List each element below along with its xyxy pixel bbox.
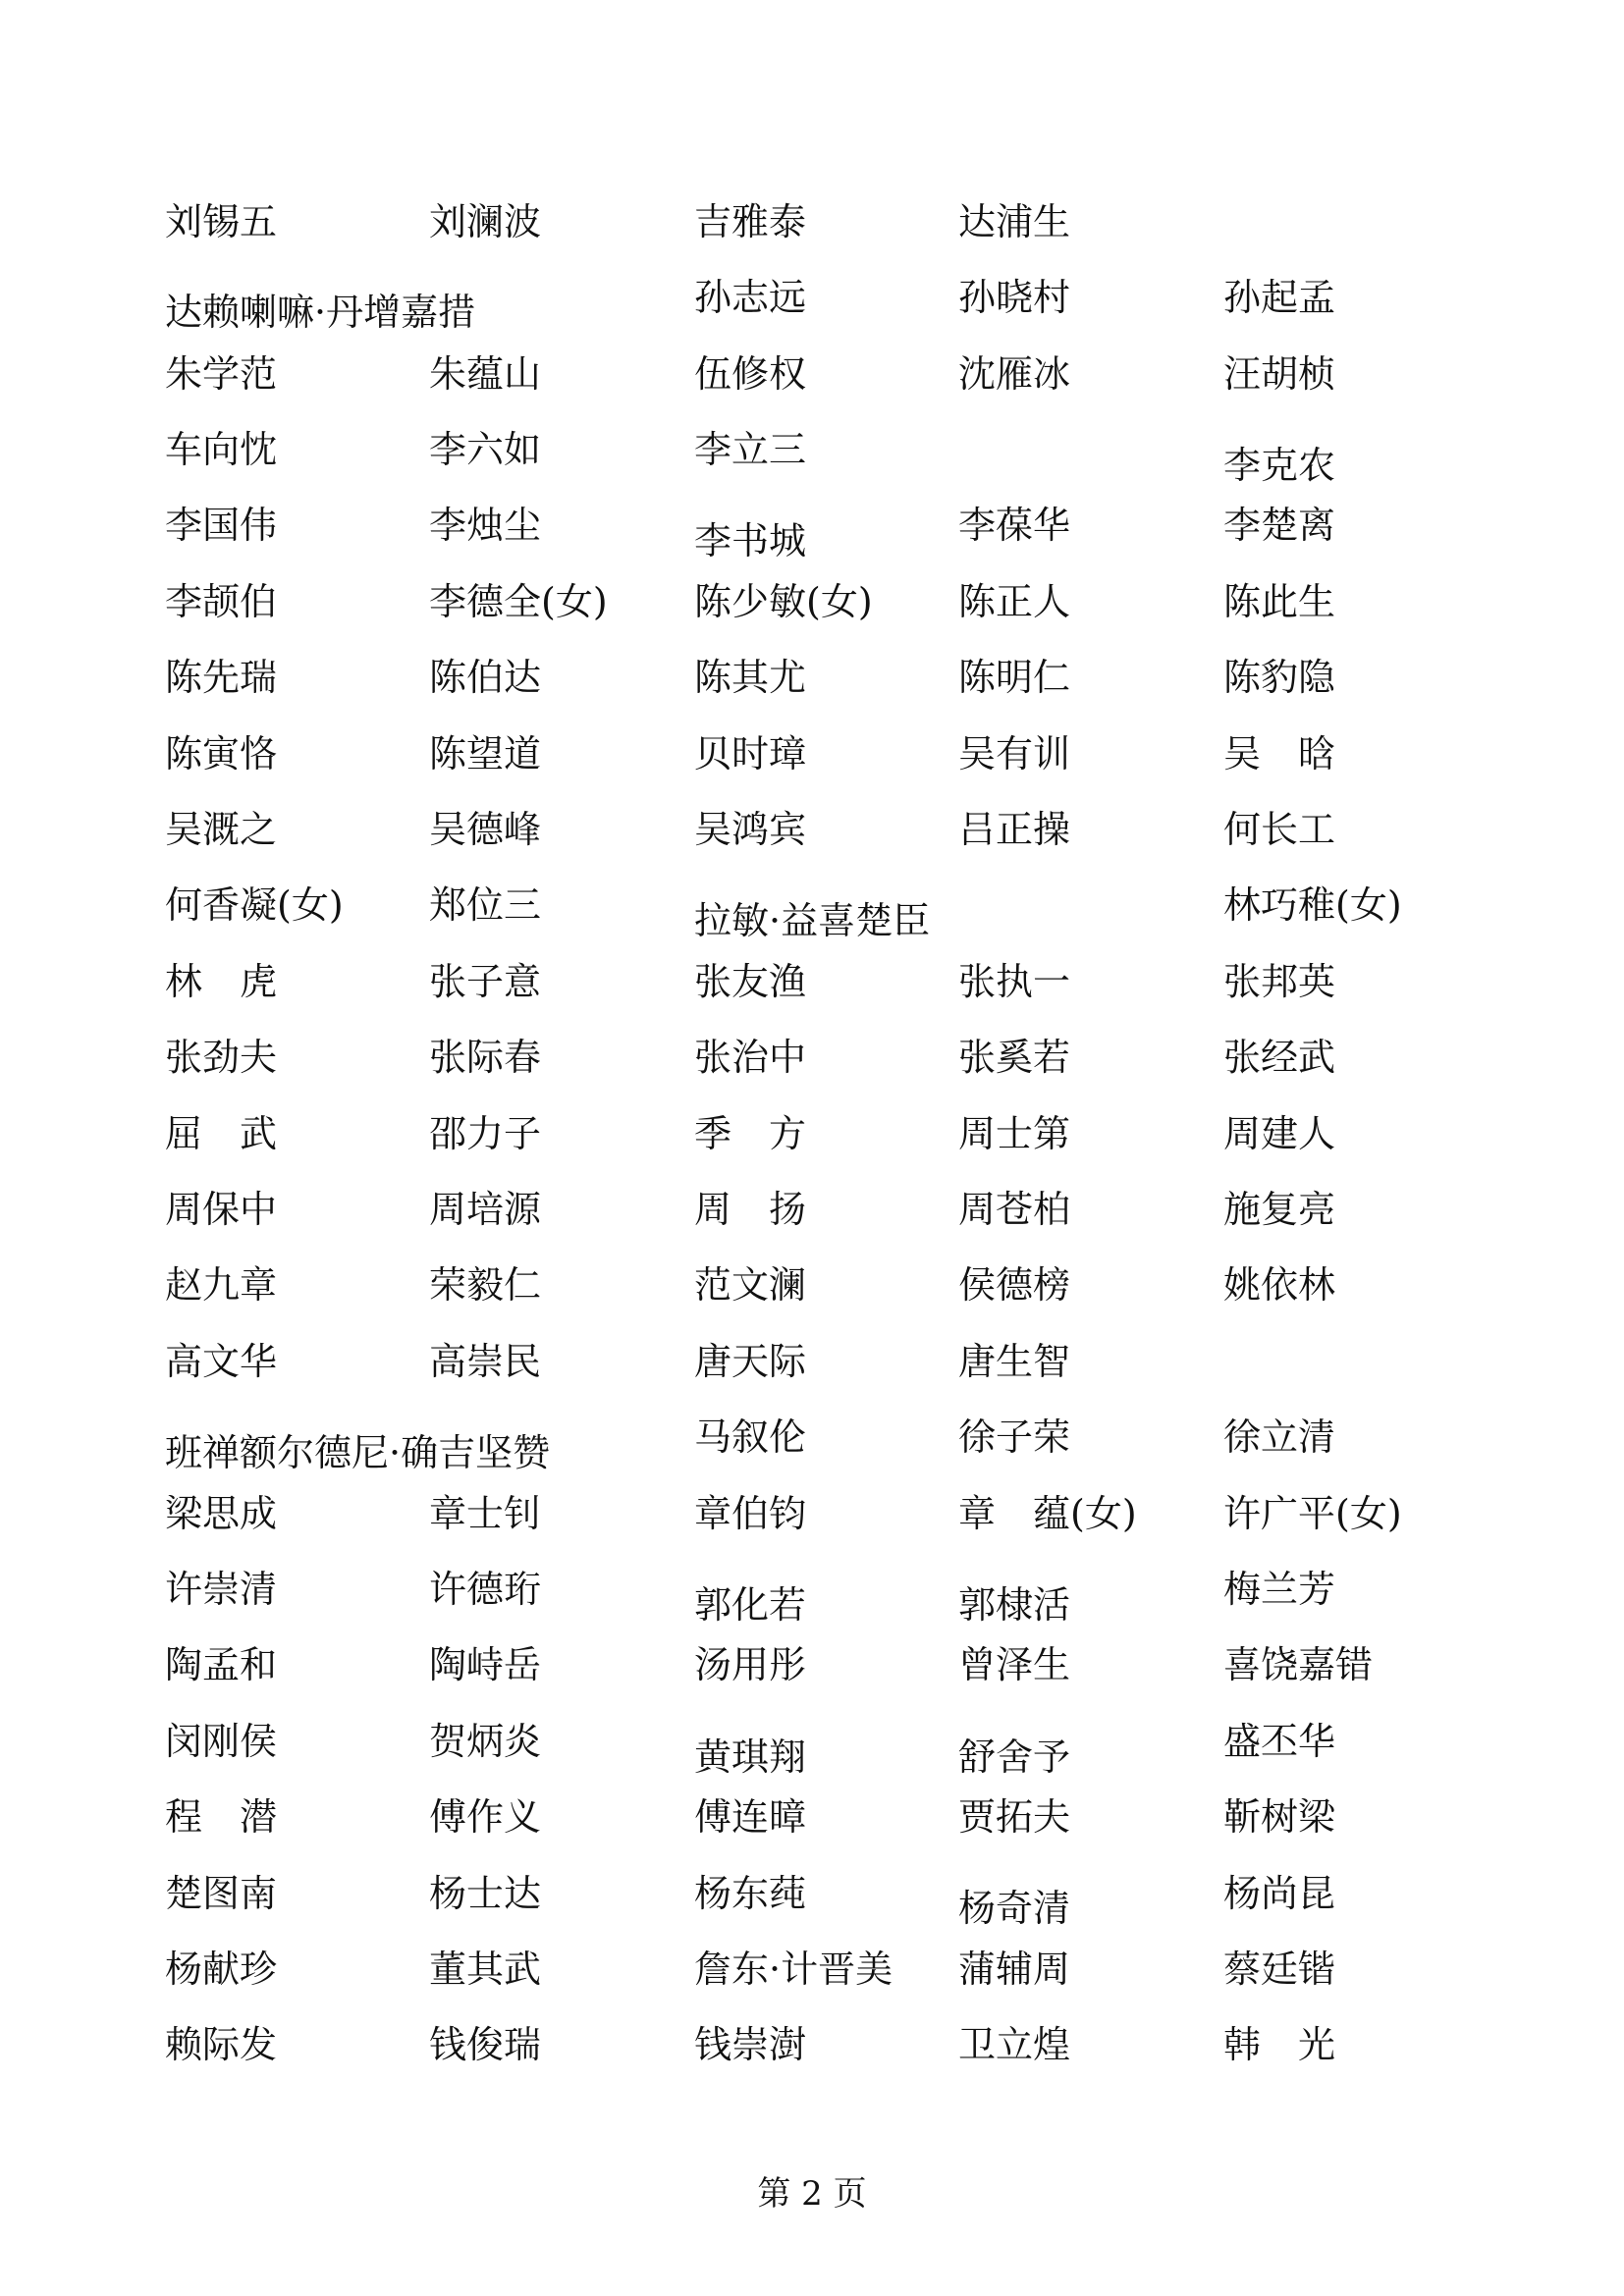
- name-entry: 傅连暲: [694, 1795, 807, 1839]
- name-entry: 吴溉之: [165, 808, 278, 851]
- name-entry: 董其武: [429, 1948, 542, 1991]
- name-entry: 李楚离: [1223, 504, 1336, 547]
- name-entry: 张执一: [958, 960, 1071, 1003]
- name-entry: 钱俊瑞: [429, 2023, 542, 2066]
- name-entry: 蒲辅周: [958, 1948, 1071, 1991]
- name-entry: 黄琪翔: [694, 1735, 807, 1779]
- name-entry: 张子意: [429, 960, 542, 1003]
- name-entry: 邵力子: [429, 1112, 542, 1155]
- name-entry: 赖际发: [165, 2023, 278, 2066]
- name-entry: 林巧稚(女): [1223, 883, 1402, 927]
- name-entry: 陈豹隐: [1223, 656, 1336, 699]
- name-entry: 吴德峰: [429, 808, 542, 851]
- name-entry: 陈其尤: [694, 656, 807, 699]
- name-entry: 李葆华: [958, 504, 1071, 547]
- name-entry: 李克农: [1223, 444, 1336, 487]
- name-entry: 沈雁冰: [958, 352, 1071, 396]
- name-entry: 季 方: [694, 1112, 807, 1155]
- name-entry: 孙晓村: [958, 276, 1071, 319]
- name-entry: 施复亮: [1223, 1188, 1336, 1231]
- name-entry: 徐子荣: [958, 1415, 1071, 1459]
- name-entry: 周建人: [1223, 1112, 1336, 1155]
- name-entry: 喜饶嘉错: [1223, 1643, 1374, 1686]
- name-entry: 达浦生: [958, 200, 1071, 243]
- name-entry: 李德全(女): [429, 580, 608, 623]
- name-entry: 屈 武: [165, 1112, 278, 1155]
- name-entry: 吕正操: [958, 808, 1071, 851]
- name-entry: 高文华: [165, 1340, 278, 1383]
- name-entry: 陈寅恪: [165, 732, 278, 775]
- name-entry: 赵九章: [165, 1263, 278, 1307]
- name-entry: 周 扬: [694, 1188, 807, 1231]
- name-entry: 范文澜: [694, 1263, 807, 1307]
- name-entry: 张奚若: [958, 1036, 1071, 1079]
- name-entry: 梅兰芳: [1223, 1568, 1336, 1611]
- name-entry: 蔡廷锴: [1223, 1948, 1336, 1991]
- name-entry: 张友渔: [694, 960, 807, 1003]
- name-entry: 张际春: [429, 1036, 542, 1079]
- name-entry: 陶峙岳: [429, 1643, 542, 1686]
- name-entry: 朱学范: [165, 352, 278, 396]
- name-entry: 杨东莼: [694, 1872, 807, 1915]
- name-entry: 陈少敏(女): [694, 580, 873, 623]
- name-entry: 孙志远: [694, 276, 807, 319]
- name-entry: 荣毅仁: [429, 1263, 542, 1307]
- name-entry: 李立三: [694, 428, 807, 471]
- name-entry: 吴 晗: [1223, 732, 1336, 775]
- name-entry: 陈伯达: [429, 656, 542, 699]
- name-entry: 杨士达: [429, 1872, 542, 1915]
- page-number: 第 2 页: [757, 2174, 867, 2214]
- name-entry: 唐生智: [958, 1340, 1071, 1383]
- name-entry: 周士第: [958, 1112, 1071, 1155]
- name-entry: 盛丕华: [1223, 1720, 1336, 1763]
- name-entry: 许德珩: [429, 1568, 542, 1611]
- name-entry: 郭化若: [694, 1583, 807, 1627]
- name-entry: 吴有训: [958, 732, 1071, 775]
- name-entry: 唐天际: [694, 1340, 807, 1383]
- name-entry: 杨献珍: [165, 1948, 278, 1991]
- name-entry: 刘澜波: [429, 200, 542, 243]
- name-entry: 周培源: [429, 1188, 542, 1231]
- name-entry: 詹东·计晋美: [694, 1948, 893, 1991]
- name-entry: 贺炳炎: [429, 1720, 542, 1763]
- name-entry: 班禅额尔德尼·确吉坚赞: [165, 1431, 551, 1474]
- name-entry: 陶孟和: [165, 1643, 278, 1686]
- name-entry: 陈先瑞: [165, 656, 278, 699]
- name-entry: 孙起孟: [1223, 276, 1336, 319]
- name-entry: 程 潜: [165, 1795, 278, 1839]
- name-entry: 章士钊: [429, 1492, 542, 1535]
- name-entry: 梁思成: [165, 1492, 278, 1535]
- name-entry: 贝时璋: [694, 732, 807, 775]
- name-entry: 闵刚侯: [165, 1720, 278, 1763]
- name-entry: 张邦英: [1223, 960, 1336, 1003]
- name-entry: 姚依林: [1223, 1263, 1336, 1307]
- name-entry: 许广平(女): [1223, 1492, 1402, 1535]
- name-entry: 林 虎: [165, 960, 278, 1003]
- name-entry: 张治中: [694, 1036, 807, 1079]
- name-entry: 楚图南: [165, 1872, 278, 1915]
- name-entry: 拉敏·益喜楚臣: [694, 899, 931, 942]
- name-entry: 傅作义: [429, 1795, 542, 1839]
- name-entry: 高崇民: [429, 1340, 542, 1383]
- name-entry: 陈正人: [958, 580, 1071, 623]
- name-entry: 朱蕴山: [429, 352, 542, 396]
- name-entry: 刘锡五: [165, 200, 278, 243]
- name-entry: 陈明仁: [958, 656, 1071, 699]
- name-entry: 卫立煌: [958, 2023, 1071, 2066]
- name-entry: 舒舍予: [958, 1735, 1071, 1779]
- name-entry: 章 蕴(女): [958, 1492, 1137, 1535]
- name-entry: 伍修权: [694, 352, 807, 396]
- name-entry: 章伯钧: [694, 1492, 807, 1535]
- name-entry: 周保中: [165, 1188, 278, 1231]
- name-entry: 侯德榜: [958, 1263, 1071, 1307]
- name-entry: 何香凝(女): [165, 883, 344, 927]
- name-entry: 陈望道: [429, 732, 542, 775]
- name-entry: 吴鸿宾: [694, 808, 807, 851]
- name-entry: 李书城: [694, 519, 807, 562]
- name-entry: 吉雅泰: [694, 200, 807, 243]
- name-entry: 李烛尘: [429, 504, 542, 547]
- name-entry: 马叙伦: [694, 1415, 807, 1459]
- name-entry: 张经武: [1223, 1036, 1336, 1079]
- name-entry: 李六如: [429, 428, 542, 471]
- name-entry: 达赖喇嘛·丹增嘉措: [165, 291, 476, 334]
- name-entry: 徐立清: [1223, 1415, 1336, 1459]
- name-entry: 汤用彤: [694, 1643, 807, 1686]
- name-entry: 车向忱: [165, 428, 278, 471]
- name-entry: 张劲夫: [165, 1036, 278, 1079]
- name-entry: 何长工: [1223, 808, 1336, 851]
- name-entry: 李颉伯: [165, 580, 278, 623]
- name-entry: 郑位三: [429, 883, 542, 927]
- name-entry: 杨尚昆: [1223, 1872, 1336, 1915]
- name-entry: 郭棣活: [958, 1583, 1071, 1627]
- name-entry: 汪胡桢: [1223, 352, 1336, 396]
- name-entry: 靳树梁: [1223, 1795, 1336, 1839]
- name-entry: 周苍柏: [958, 1188, 1071, 1231]
- name-entry: 许崇清: [165, 1568, 278, 1611]
- name-entry: 杨奇清: [958, 1887, 1071, 1930]
- name-entry: 韩 光: [1223, 2023, 1336, 2066]
- name-entry: 李国伟: [165, 504, 278, 547]
- name-entry: 曾泽生: [958, 1643, 1071, 1686]
- name-entry: 贾拓夫: [958, 1795, 1071, 1839]
- name-entry: 陈此生: [1223, 580, 1336, 623]
- name-entry: 钱崇澍: [694, 2023, 807, 2066]
